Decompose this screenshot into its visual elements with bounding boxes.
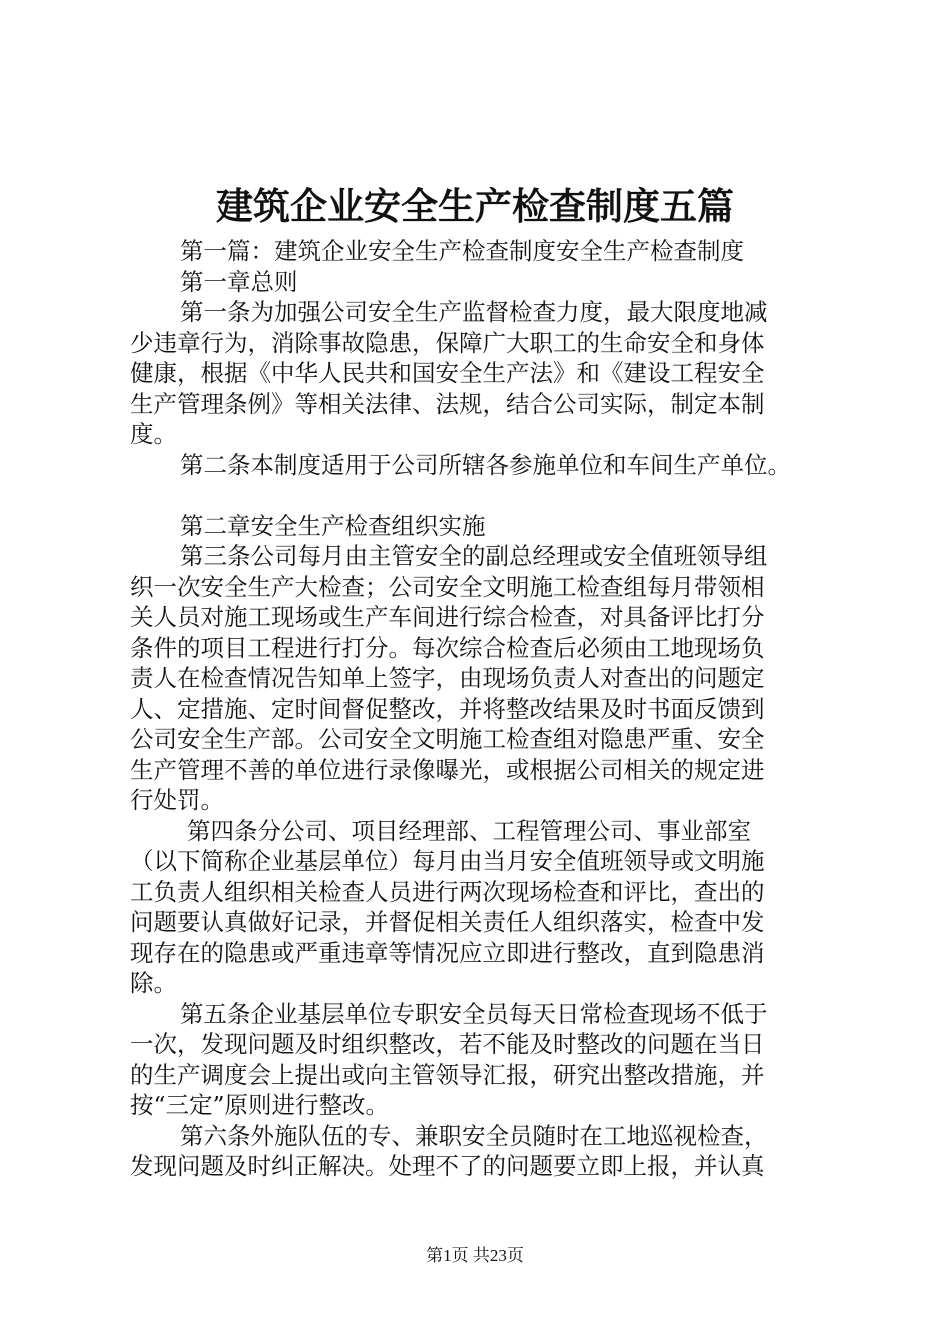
paragraph-line: 行处罚。 xyxy=(130,786,224,814)
paragraph-line: 发现问题及时纠正解决。处理不了的问题要立即上报，并认真 xyxy=(130,1152,765,1180)
paragraph-line: 的生产调度会上提出或向主管领导汇报，研究出整改措施，并 xyxy=(130,1060,765,1089)
section-heading: 第一篇：建筑企业安全生产检查制度安全生产检查制度 xyxy=(180,237,744,265)
paragraph-line: 生产管理不善的单位进行录像曝光，或根据公司相关的规定进 xyxy=(130,755,765,784)
paragraph-line: 关人员对施工现场或生产车间进行综合检查，对具备评比打分 xyxy=(130,603,765,631)
chapter-heading: 第二章安全生产检查组织实施 xyxy=(180,511,486,540)
paragraph-line: 问题要认真做好记录，并督促相关责任人组织落实，检查中发 xyxy=(130,908,765,936)
paragraph-line: 少违章行为，消除事故隐患，保障广大职工的生命安全和身体 xyxy=(130,328,765,357)
paragraph-line: 一次，发现问题及时组织整改，若不能及时整改的问题在当日 xyxy=(130,1030,765,1058)
paragraph-line: 织一次安全生产大检查；公司安全文明施工检查组每月带领相 xyxy=(130,572,765,601)
paragraph-line: 按“三定”原则进行整改。 xyxy=(130,1091,390,1119)
paragraph-line: 第四条分公司、项目经理部、工程管理公司、事业部室 xyxy=(187,816,751,845)
paragraph-line: 除。 xyxy=(130,969,177,997)
document-body xyxy=(130,236,830,1182)
paragraph-line: 度。 xyxy=(130,420,177,448)
paragraph-line: 公司安全生产部。公司安全文明施工检查组对隐患严重、安全 xyxy=(130,725,765,753)
paragraph-line: 第五条企业基层单位专职安全员每天日常检查现场不低于 xyxy=(180,999,768,1028)
paragraph-line: 第一条为加强公司安全生产监督检查力度，最大限度地减 xyxy=(180,298,768,326)
blank-line xyxy=(130,480,830,511)
paragraph-line: 人、定措施、定时间督促整改，并将整改结果及时书面反馈到 xyxy=(130,694,765,723)
paragraph-line: 条件的项目工程进行打分。每次综合检查后必须由工地现场负 xyxy=(130,633,765,662)
chapter-heading: 第一章总则 xyxy=(180,267,298,296)
paragraph-line: 第二条本制度适用于公司所辖各参施单位和车间生产单位。 xyxy=(180,450,791,479)
paragraph-line: 健康，根据《中华人民共和国安全生产法》和《建设工程安全 xyxy=(130,359,765,387)
paragraph-line: 工负责人组织相关检查人员进行两次现场检查和评比，查出的 xyxy=(130,877,765,906)
paragraph-line: 第六条外施队伍的专、兼职安全员随时在工地巡视检查， xyxy=(180,1121,768,1150)
paragraph-line: （以下简称企业基层单位）每月由当月安全值班领导或文明施 xyxy=(130,847,765,875)
paragraph-line: 现存在的隐患或严重违章等情况应立即进行整改，直到隐患消 xyxy=(130,938,765,967)
page-footer: 第1页 共23页 xyxy=(426,1246,524,1265)
document-title: 建筑企业安全生产检查制度五篇 xyxy=(216,185,734,228)
paragraph-line: 责人在检查情况告知单上签字，由现场负责人对查出的问题定 xyxy=(130,664,765,692)
paragraph-line: 生产管理条例》等相关法律、法规，结合公司实际，制定本制 xyxy=(130,389,765,418)
paragraph-line: 第三条公司每月由主管安全的副总经理或安全值班领导组 xyxy=(180,542,768,570)
